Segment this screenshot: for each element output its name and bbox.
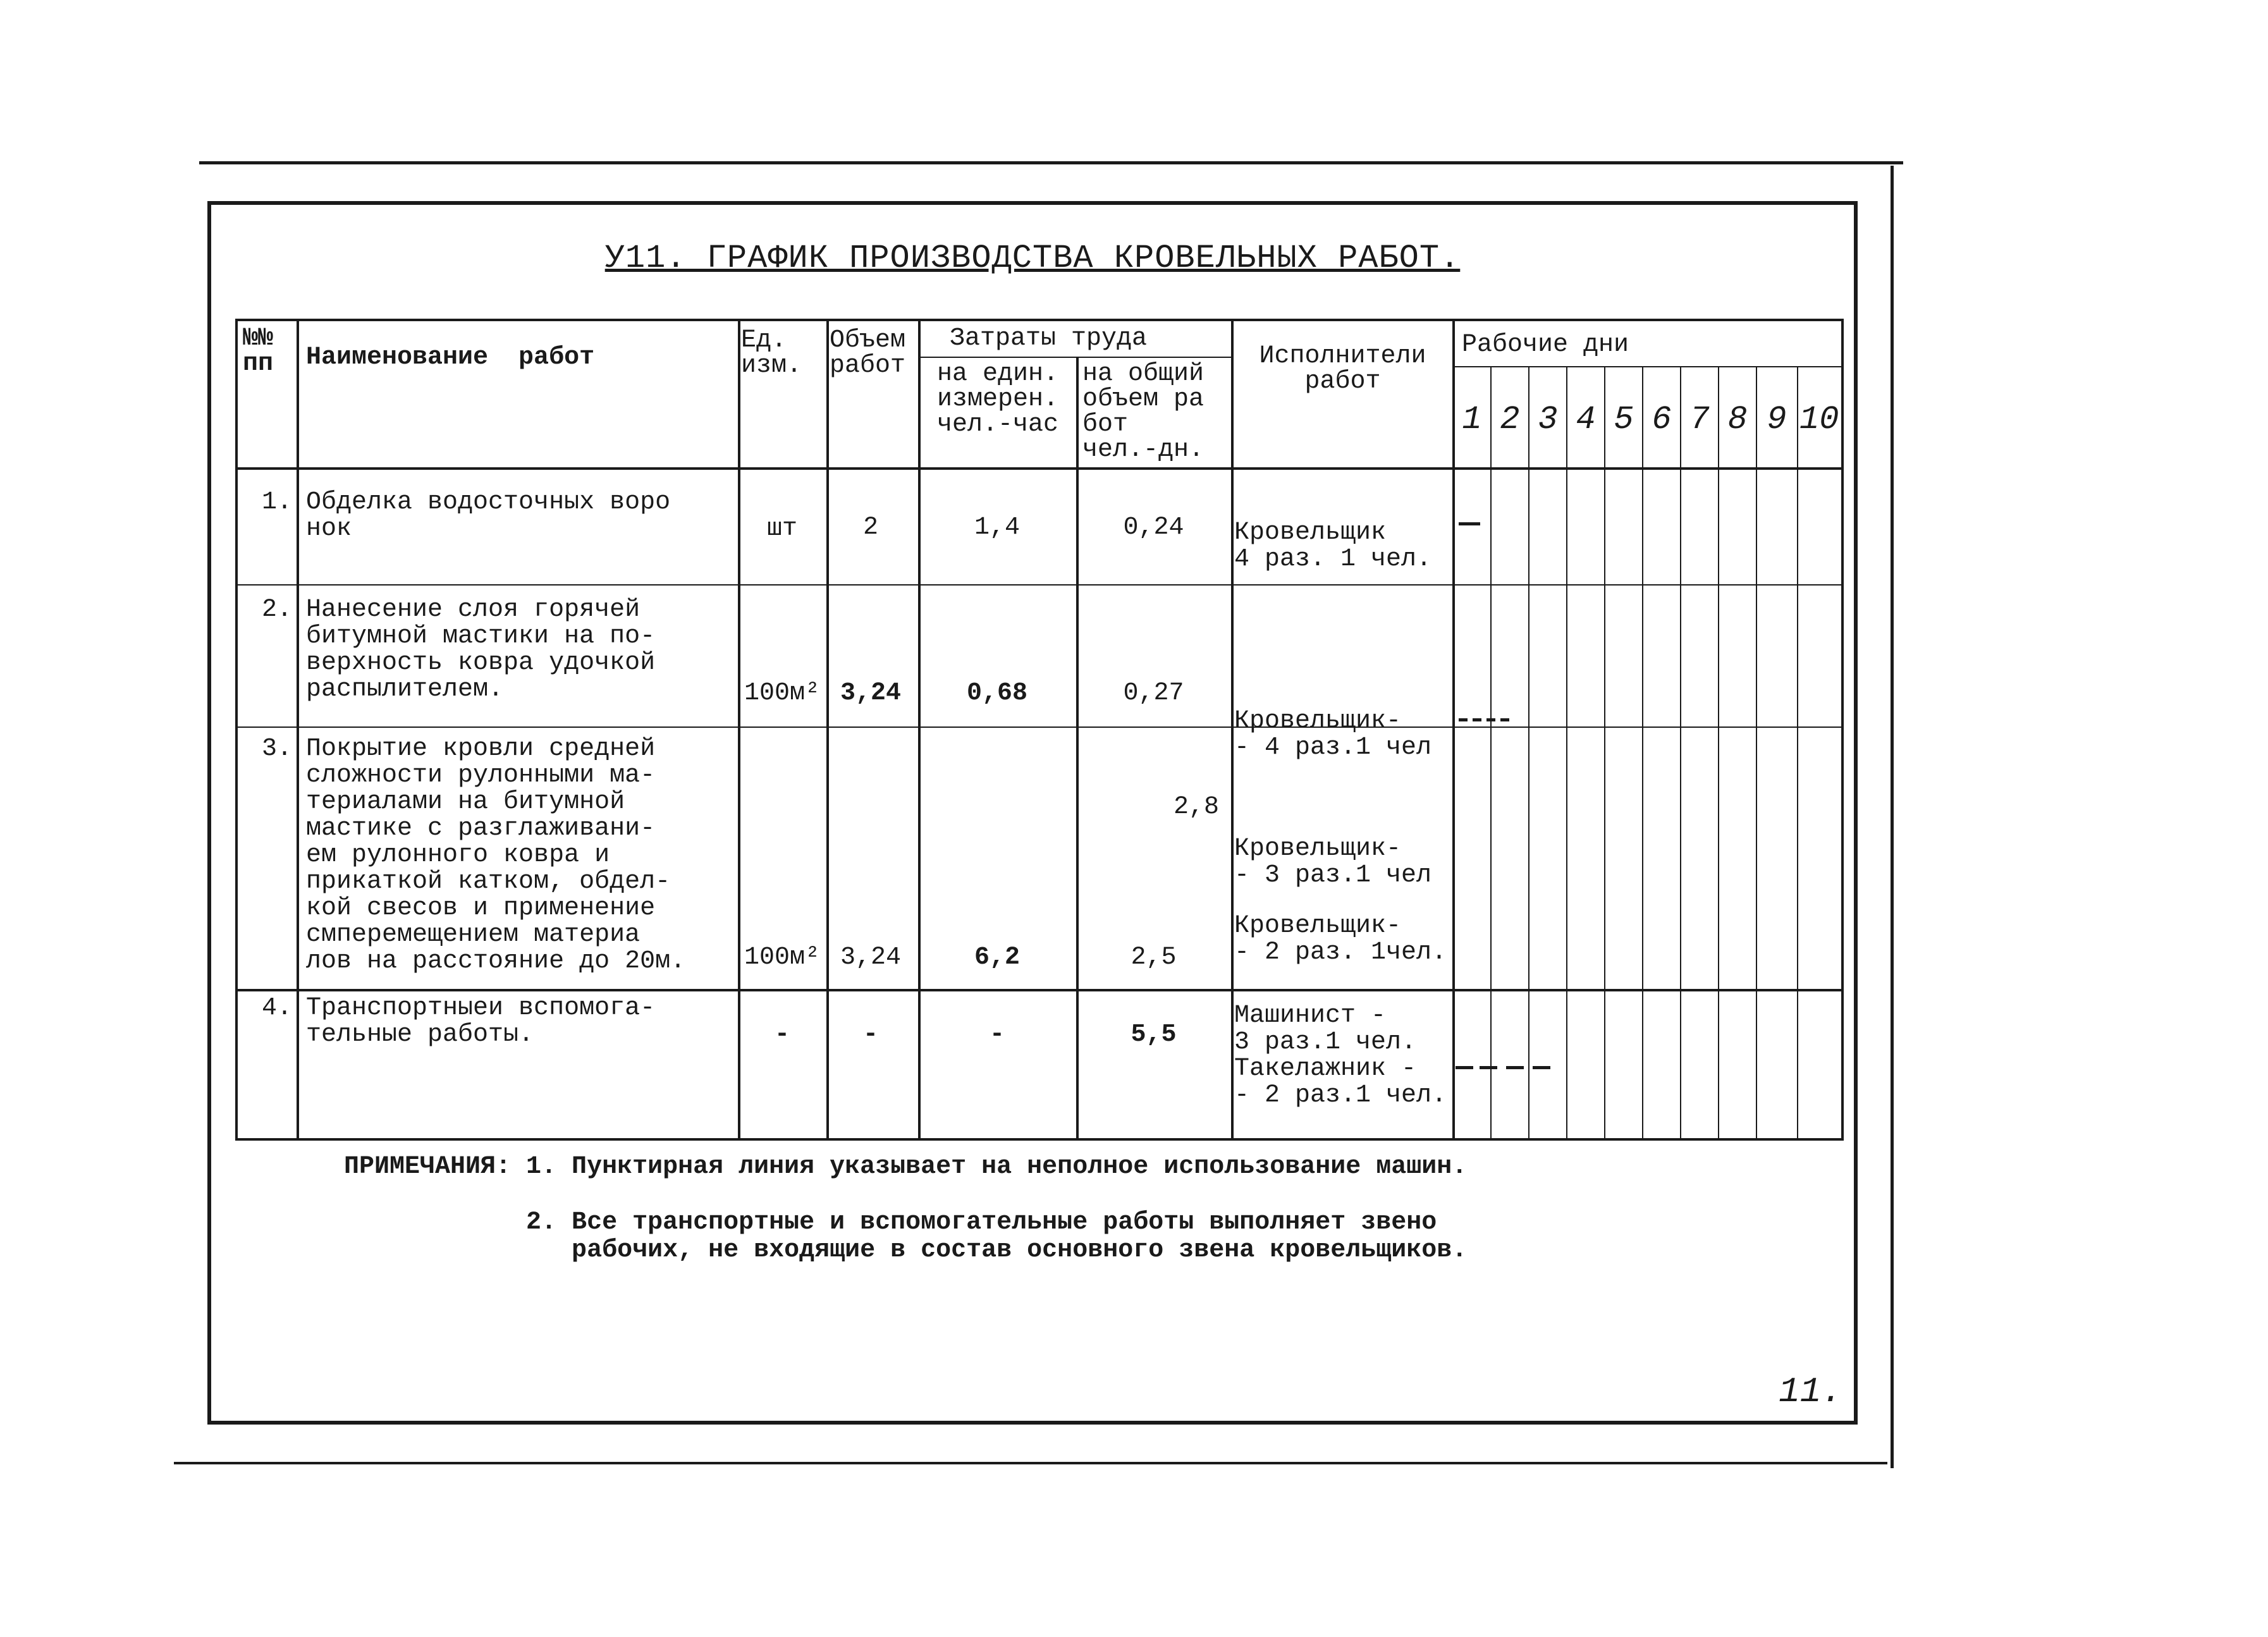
row-3-name: Покрытие кровли средней сложности рулонными ма- териалами на битумной мастике с разглаживани- ем рулонного ковра и прикаткой катком, обдел- кой свесов и применение смперемещением материа лов на расстояние до 20м. xyxy=(306,735,686,976)
header-labor: Затраты труда xyxy=(950,324,1148,353)
day-number: 10 xyxy=(1799,401,1839,438)
day-number: 8 xyxy=(1727,401,1748,438)
row-4-name: Транспортныеи вспомога- тельные работы. xyxy=(306,994,656,1049)
row-1-per-unit: 1,4 xyxy=(974,513,1020,542)
schedule-bar xyxy=(1486,718,1495,721)
row-3-unit: 100м² xyxy=(744,943,821,972)
row-4-total: 5,5 xyxy=(1131,1021,1177,1049)
day-number: 3 xyxy=(1538,401,1558,438)
row-1-num: 1. xyxy=(261,488,292,517)
header-labor-unit: на един. измерен. чел.-час xyxy=(936,360,1059,439)
row-2-num: 2. xyxy=(261,596,292,624)
header-labor-total: на общий объем ра бот чел.-дн. xyxy=(1082,360,1204,464)
schedule-bar xyxy=(1506,1066,1524,1069)
day-number: 2 xyxy=(1500,401,1520,438)
row-4-per-unit: - xyxy=(989,1021,1005,1049)
row-4-num: 4. xyxy=(261,994,292,1022)
schedule-bar xyxy=(1480,1066,1497,1069)
notes: ПРИМЕЧАНИЯ: 1. Пунктирная линия указывает на неполное использование машин. 2. Все транспортные и вспомогательные работы выполняет звено рабочих, не входящие в состав основного звена кровельщиков. xyxy=(344,1153,1468,1265)
header-volume: Объем работ xyxy=(830,326,906,380)
schedule-bar xyxy=(1456,1066,1473,1069)
header-performers: Исполнители работ xyxy=(1259,342,1426,396)
row-4-unit: - xyxy=(774,1021,790,1049)
row-3-performers-b: Кровельщик- - 2 раз. 1чел. xyxy=(1234,912,1447,967)
scan-line-right xyxy=(1891,166,1894,1468)
row-1-performers: Кровельщик 4 раз. 1 чел. xyxy=(1234,518,1432,573)
row-1-volume: 2 xyxy=(862,513,878,542)
row-3-total-mid: 2,8 xyxy=(1173,793,1219,821)
row-2-total: 0,27 xyxy=(1123,679,1184,708)
row-2-volume: 3,24 xyxy=(840,679,901,708)
header-name: Наименование работ xyxy=(306,343,595,372)
schedule-bar xyxy=(1473,718,1481,721)
row-2-name: Нанесение слоя горячей битумной мастики на по- верхность ковра удочкой распылителем. xyxy=(306,596,656,704)
day-number: 6 xyxy=(1652,401,1672,438)
page-number: 11. xyxy=(1779,1371,1842,1412)
schedule-bar xyxy=(1459,522,1480,525)
day-number: 4 xyxy=(1576,401,1596,438)
document-frame xyxy=(207,201,1858,1425)
row-3-per-unit: 6,2 xyxy=(974,943,1020,972)
row-1-name: Обделка водосточных воро нок xyxy=(306,488,671,543)
schedule-bar xyxy=(1500,718,1509,721)
day-number: 1 xyxy=(1462,401,1482,438)
schedule-bar xyxy=(1533,1066,1550,1069)
header-unit: Ед. изм. xyxy=(741,326,802,380)
row-3-total: 2,5 xyxy=(1131,943,1177,972)
row-4-performers: Машинист - 3 раз.1 чел. Такелажник - - 2 раз.1 чел. xyxy=(1234,1002,1447,1110)
row-3-performers-a: Кровельщик- - 3 раз.1 чел xyxy=(1234,835,1432,890)
row-2-performers: Кровельщик- - 4 раз.1 чел xyxy=(1234,707,1432,762)
header-num: №№ пп xyxy=(243,324,274,378)
row-1-unit: шт xyxy=(766,515,797,543)
row-2-unit: 100м² xyxy=(744,679,821,708)
row-4-volume: - xyxy=(862,1021,878,1049)
day-number: 7 xyxy=(1689,401,1710,438)
row-2-per-unit: 0,68 xyxy=(966,679,1027,708)
schedule-bar xyxy=(1459,718,1468,721)
day-number: 9 xyxy=(1767,401,1787,438)
header-days: Рабочие дни xyxy=(1462,331,1629,359)
row-3-num: 3. xyxy=(261,735,292,763)
page-title: У11. ГРАФИК ПРОИЗВОДСТВА КРОВЕЛЬНЫХ РАБОТ. xyxy=(604,240,1461,277)
day-number: 5 xyxy=(1614,401,1634,438)
scan-line-bottom xyxy=(174,1462,1887,1464)
row-1-total: 0,24 xyxy=(1123,513,1184,542)
row-3-volume: 3,24 xyxy=(840,943,901,972)
scan-line-top xyxy=(199,161,1903,164)
